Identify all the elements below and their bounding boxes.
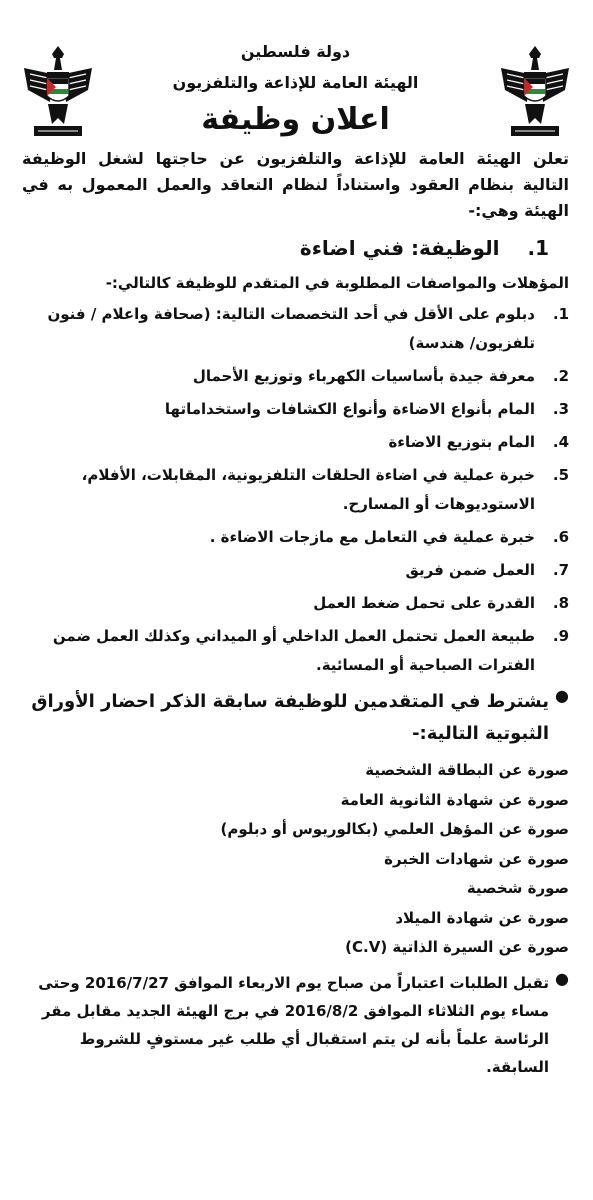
requirement-item: [22, 362, 569, 391]
document-item: صورة عن السيرة الذاتية (C.V): [345, 938, 569, 956]
document-item: صورة عن شهادة الميلاد: [395, 908, 569, 927]
requirement-text: العمل ضمن فريق: [405, 561, 535, 579]
requirement-number: 1 .: [535, 300, 569, 358]
announcement-header: [22, 42, 569, 138]
requirement-item: [22, 300, 569, 358]
intro-paragraph: تعلن الهيئة العامة للإذاعة والتلفزيون عن حاجتها لشغل الوظيفة التالية بنظام العقود واستناداً لنظام التعاقد والعمل المعمول به في الهيئة وهي:-: [22, 149, 569, 220]
document-item: صورة عن البطاقة الشخصية: [365, 761, 569, 779]
requirement-text: خبرة عملية في اضاءة الحلقات التلفزيونية، المقابلات، الأفلام، الاستوديوهات أو المسارح.: [81, 466, 535, 513]
announcement-title: اعلان وظيفة: [201, 102, 390, 137]
requirement-item: [22, 428, 569, 457]
documents-condition-text: يشترط في المتقدمين للوظيفة سابقة الذكر احضار الأوراق الثبوتية التالية:-: [31, 691, 549, 744]
palestine-eagle-emblem-left: [22, 40, 94, 144]
requirement-text: طبيعة العمل تحتمل العمل الداخلي أو الميداني وكذلك العمل ضمن الفترات الصباحية أو المسائية.: [52, 627, 535, 674]
requirement-item: [22, 523, 569, 552]
document-item: صورة عن المؤهل العلمي (بكالوريوس أو دبلوم): [220, 820, 569, 838]
document-item: صورة عن شهادات الخبرة: [384, 849, 569, 868]
requirement-number: 9 .: [535, 622, 569, 680]
requirement-number: 8 .: [535, 589, 569, 618]
requirement-text: خبرة عملية في التعامل مع مازجات الاضاءة .: [209, 528, 535, 546]
requirement-item: [22, 622, 569, 680]
job-heading: [22, 236, 569, 260]
requirement-text: دبلوم على الأقل في أحد التخصصات التالية: (صحافة واعلام / فنون تلفزيون/ هندسة): [47, 305, 535, 352]
document-item: صورة عن شهادة الثانوية العامة: [340, 790, 569, 809]
country-name: دولة فلسطين: [240, 42, 351, 61]
requirement-item: [22, 461, 569, 519]
requirement-item: [22, 556, 569, 585]
qualifications-heading: المؤهلات والمواصفات المطلوبة في المتقدم للوظيفة كالتالي:-: [105, 274, 569, 292]
requirement-text: القدرة على تحمل ضغط العمل: [313, 594, 535, 612]
requirement-text: معرفة جيدة بأساسيات الكهرباء وتوزيع الأحمال: [192, 367, 535, 385]
requirement-number: 6 .: [535, 523, 569, 552]
requirements-list: [22, 300, 569, 680]
bullet-icon: ●: [555, 968, 569, 988]
job-number: 1.: [527, 236, 549, 260]
requirement-number: 7 .: [535, 556, 569, 585]
requirement-number: 2 .: [535, 362, 569, 391]
organization-name: الهيئة العامة للإذاعة والتلفزيون: [172, 73, 419, 92]
requirement-text: المام بأنواع الاضاءة وأنواع الكشافات واستخداماتها: [164, 400, 535, 418]
requirement-number: 3 .: [535, 395, 569, 424]
requirement-item: [22, 395, 569, 424]
requirement-number: 5 .: [535, 461, 569, 519]
document-item: صورة شخصية: [466, 879, 569, 897]
closing-note-text: تقبل الطلبات اعتباراً من صباح يوم الاربعاء الموافق 2016/7/27 وحتى مساء يوم الثلاثاء الموافق 2016/8/2 في برج الهيئة الجديد مقابل مقر الرئاسة علماً بأنه لن يتم استقبال أي طلب غير مستوفٍ للشروط السابقة.: [38, 973, 549, 1076]
palestine-eagle-emblem-right: [499, 40, 571, 144]
requirement-number: 4 .: [535, 428, 569, 457]
documents-condition: [22, 686, 569, 750]
bullet-icon: ●: [555, 686, 569, 705]
job-title: الوظيفة: فني اضاءة: [299, 236, 500, 260]
closing-note: [22, 969, 569, 1081]
documents-list: [22, 756, 569, 963]
requirement-text: المام بتوزيع الاضاءة: [388, 433, 535, 451]
requirement-item: [22, 589, 569, 618]
